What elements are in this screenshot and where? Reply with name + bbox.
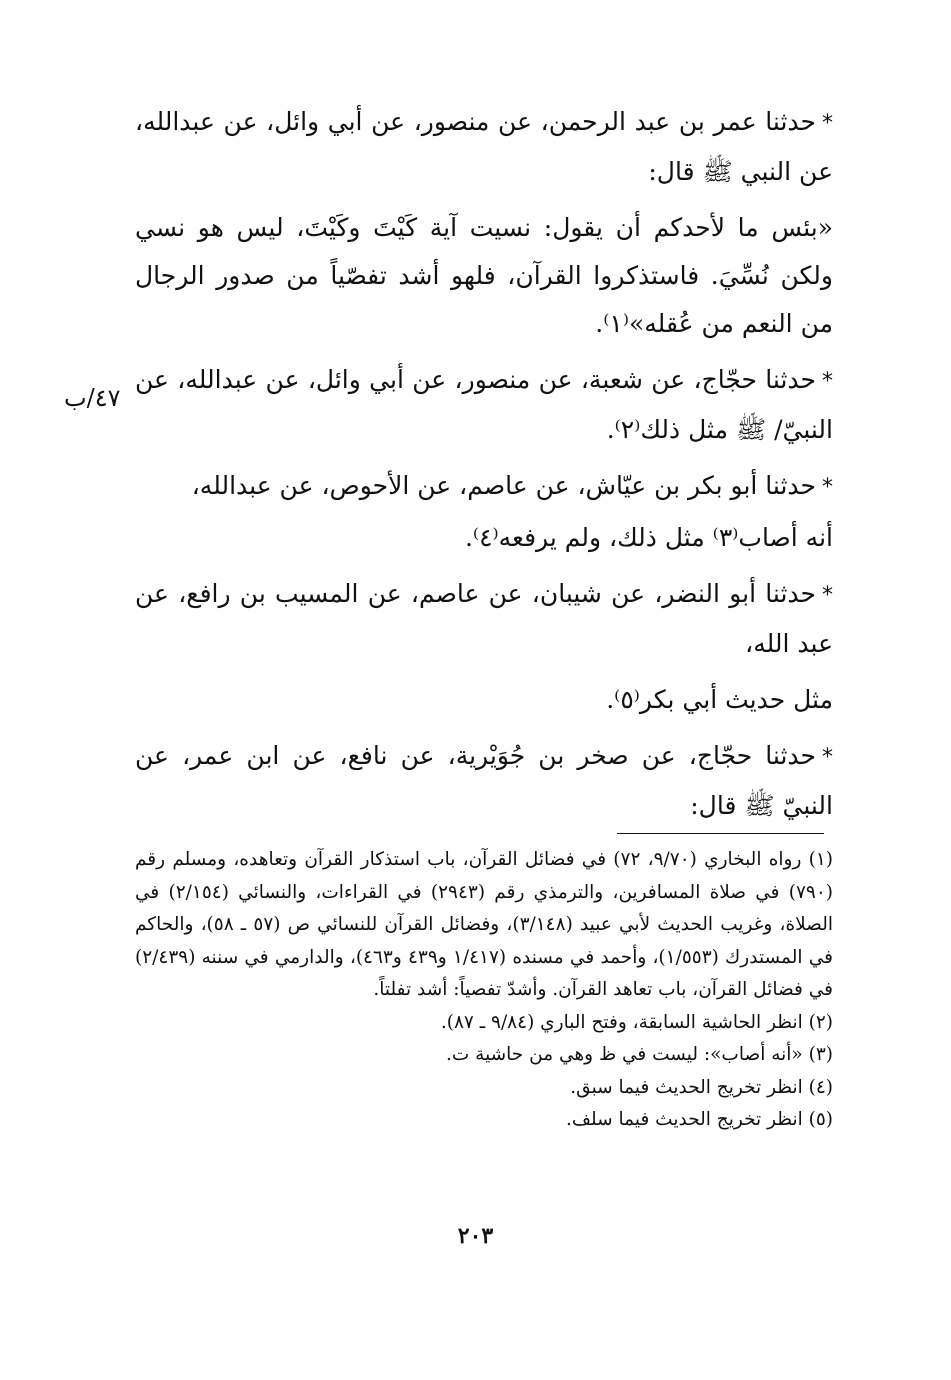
- hadith-paragraph-4-cont: [135, 676, 833, 724]
- footnote-divider: [617, 833, 824, 834]
- hadith-paragraph-3: [135, 462, 833, 512]
- hadith-paragraph-1: [135, 98, 833, 196]
- paragraph-text: مثل حديث أبي بكر⁽٥⁾.: [606, 685, 833, 714]
- footnote-5: (٥) انظر تخريج الحديث فيما سلف.: [566, 1109, 833, 1130]
- star-marker: *: [822, 745, 833, 770]
- margin-folio-note: ٤٧/ب: [64, 384, 121, 412]
- hadith-paragraph-4: [135, 570, 833, 668]
- star-marker: *: [822, 583, 833, 608]
- star-marker: *: [822, 369, 833, 394]
- hadith-text-paragraph: [135, 204, 833, 348]
- hadith-paragraph-3-cont: [135, 514, 833, 562]
- footnote-2: (٢) انظر الحاشية السابقة، وفتح الباري (٩/٨٤ ـ ٨٧).: [440, 1011, 833, 1033]
- paragraph-text: حدثنا عمر بن عبد الرحمن، عن منصور، عن أبي وائل، عن عبدالله، عن النبي ﷺ قال:: [135, 107, 833, 186]
- footnote-3: (٣) «أنه أصاب»: ليست في ظ وهي من حاشية ت.: [445, 1044, 833, 1065]
- paragraph-text: أنه أصاب⁽٣⁾ مثل ذلك، ولم يرفعه⁽٤⁾.: [464, 523, 833, 552]
- paragraph-text: حدثنا حجّاج، عن صخر بن جُوَيْرية، عن نافع، عن ابن عمر، عن النبيّ ﷺ قال:: [135, 741, 833, 820]
- star-marker: *: [822, 111, 833, 136]
- footnote-1: (١) رواه البخاري (٩/٧٠، ٧٢) في فضائل القرآن، باب استذكار القرآن وتعاهده، ومسلم رقم (٧٩٠) في صلاة المسافرين، والترمذي رقم (٢٩٤٣) في القراءات، والنسائي (٢/١٥٤) في الصلاة، وغريب الحديث لأبي عبيد (٣/١٤٨)، وفضائل القرآن للنسائي ص (٥٧ ـ ٥٨)، والحاكم في المستدرك (١/٥٥٣)، وأحمد في مسنده (١/٤١٧ و٤٣٩ و٤٦٣)، والدارمي في سننه (٢/٤٣٩) في فضائل القرآن، باب تعاهد القرآن. وأشدّ تفصياً: أشد تفلتاً.: [135, 849, 834, 1000]
- hadith-paragraph-2: [135, 356, 833, 454]
- paragraph-text: حدثنا حجّاج، عن شعبة، عن منصور، عن أبي وائل، عن عبدالله، عن النبيّ/ ﷺ مثل ذلك⁽٢⁾.: [135, 365, 833, 444]
- footnotes: [135, 844, 833, 1137]
- footnote-4: (٤) انظر تخريج الحديث فيما سبق.: [570, 1076, 833, 1098]
- hadith-paragraph-5: [135, 732, 833, 830]
- paragraph-text: «بئس ما لأحدكم أن يقول: نسيت آية كَيْتَ وكَيْتَ، ليس هو نسي ولكن نُسِّيَ. فاستذكروا القرآن، فلهو أشد تفصّياً من صدور الرجال من النعم من عُقله»⁽١⁾.: [135, 213, 833, 338]
- star-marker: *: [822, 475, 833, 500]
- paragraph-text: حدثنا أبو النضر، عن شيبان، عن عاصم، عن المسيب بن رافع، عن عبد الله،: [135, 579, 833, 658]
- page-number: ٢٠٣: [457, 1223, 494, 1249]
- paragraph-text: حدثنا أبو بكر بن عيّاش، عن عاصم، عن الأحوص، عن عبدالله،: [191, 471, 816, 500]
- main-text: [135, 98, 833, 838]
